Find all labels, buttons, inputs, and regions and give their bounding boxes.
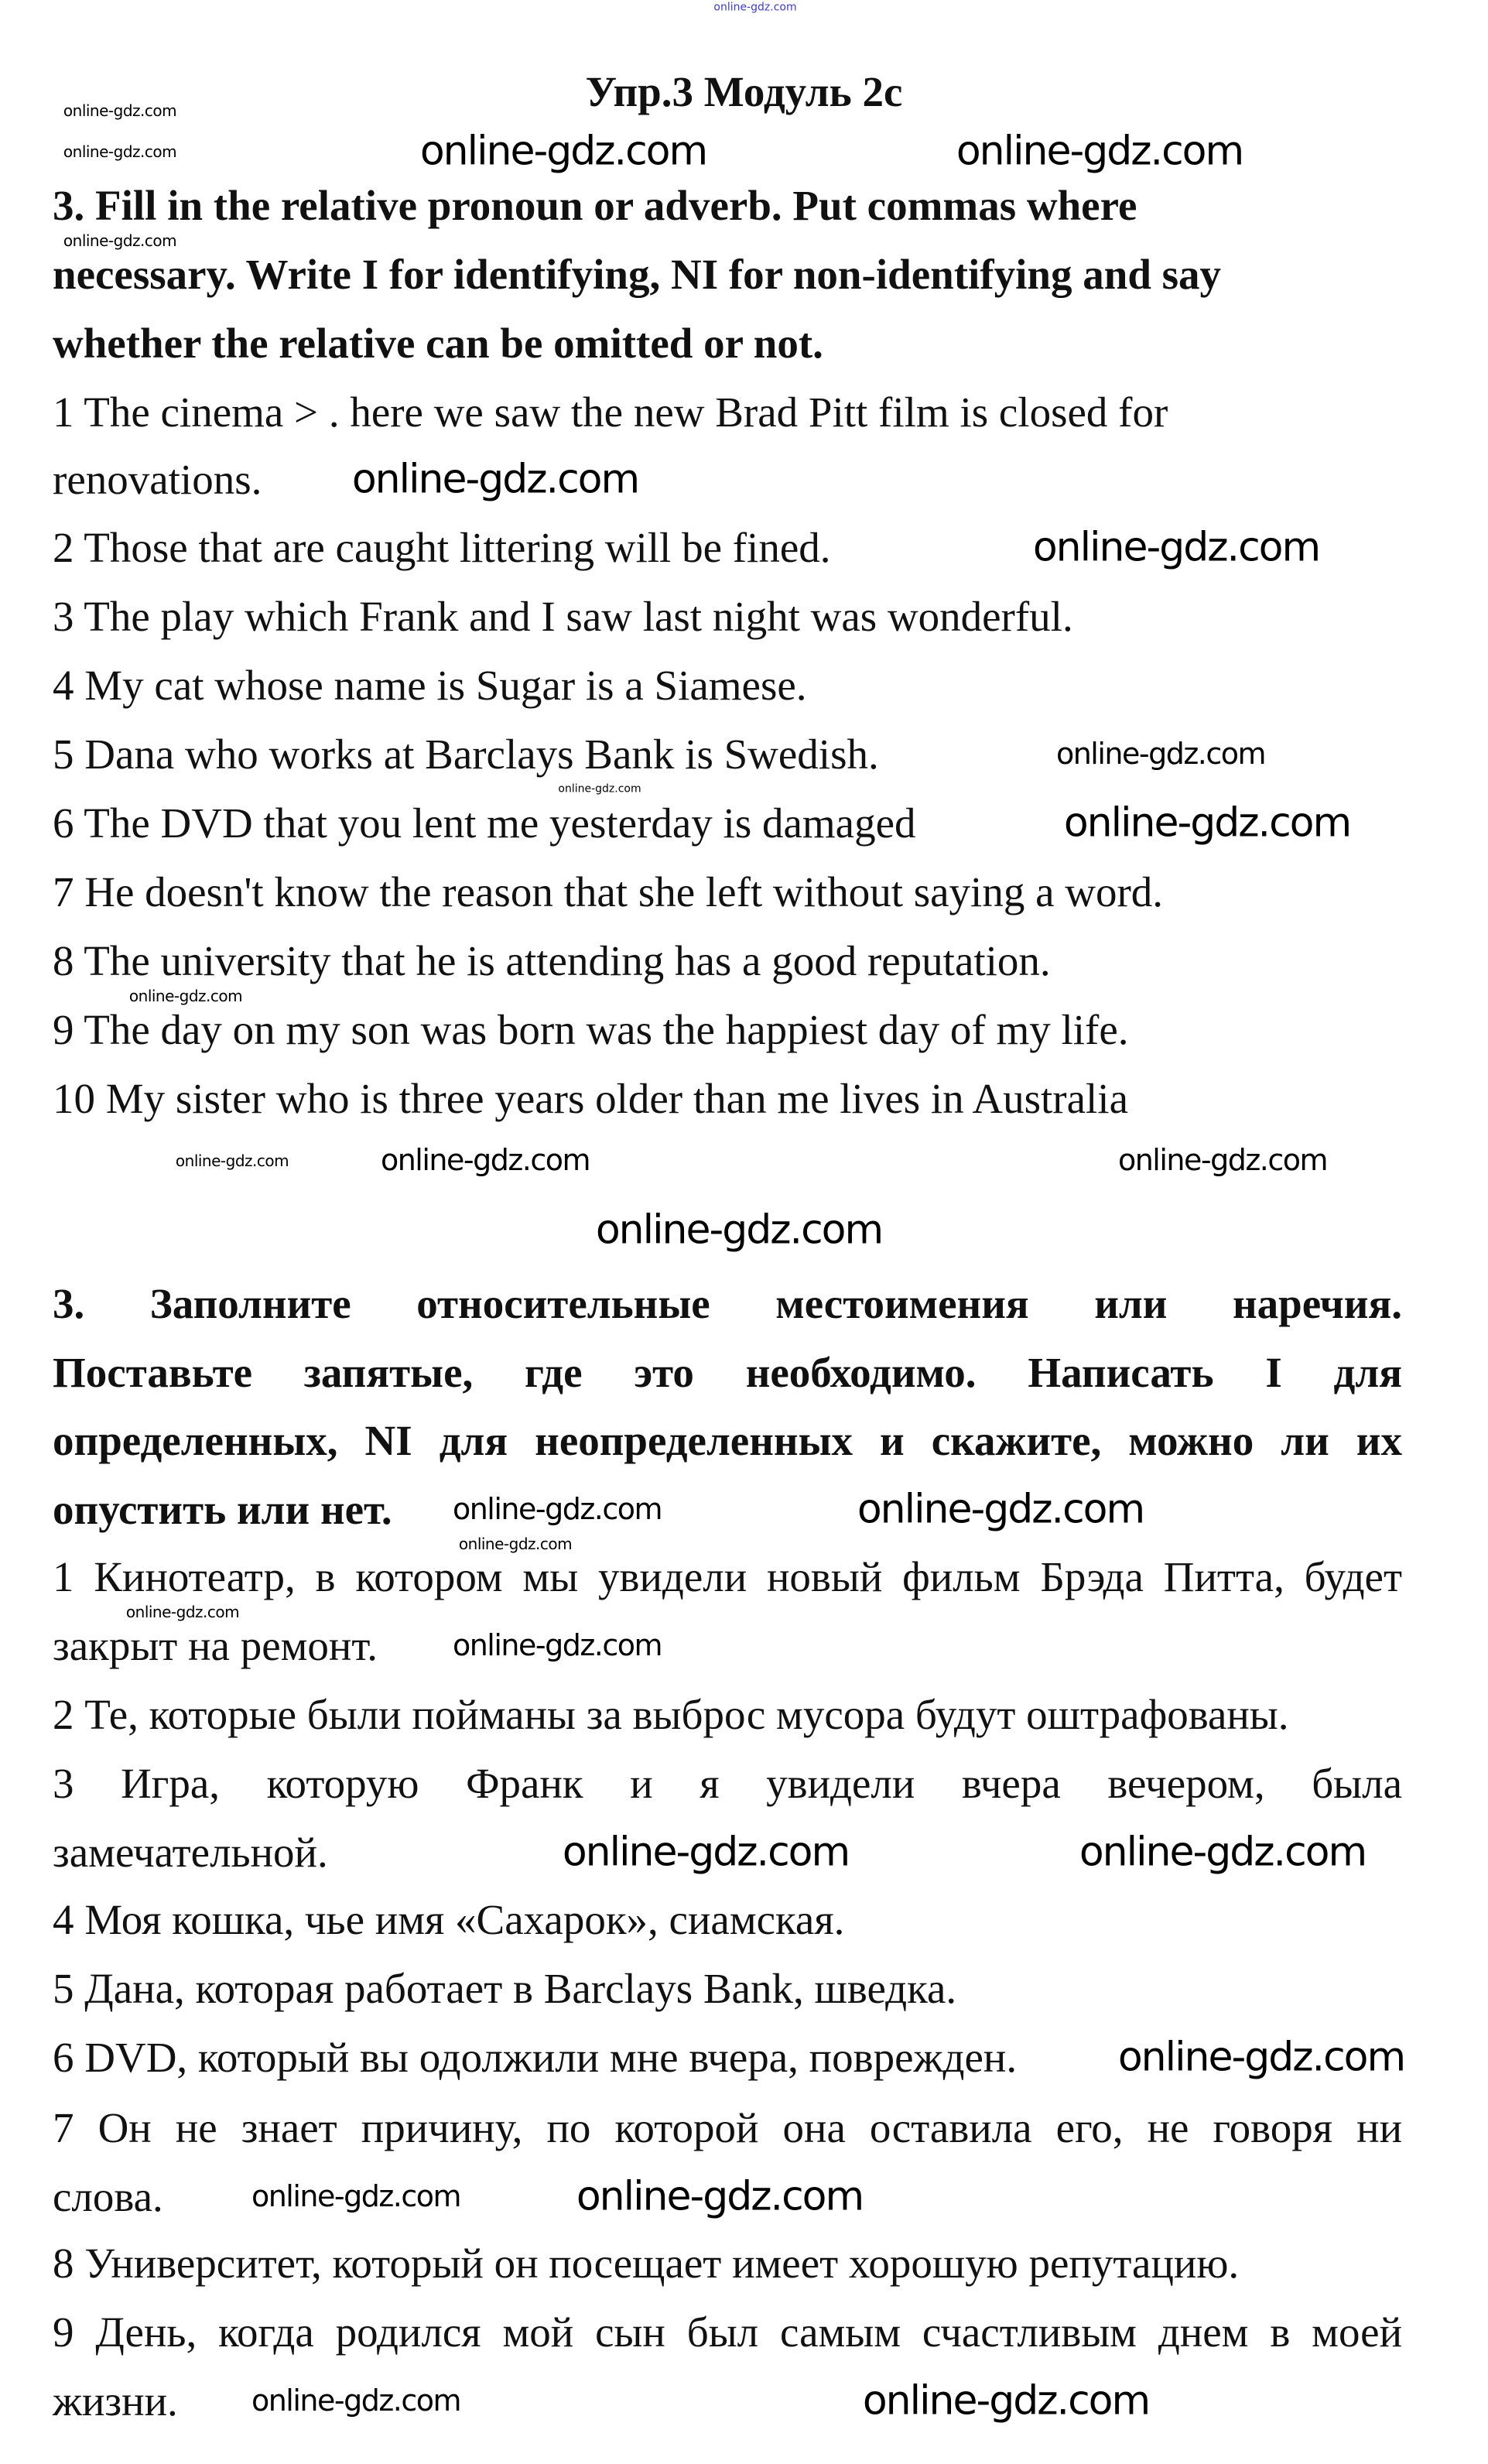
instruction-line: опустить или нет. [53, 1486, 392, 1533]
watermark: online-gdz.com [857, 1486, 1144, 1533]
exercise-line: 10 My sister who is three years older than me lives in Australia [53, 1075, 1128, 1122]
exercise-line: 4 Моя кошка, чье имя «Сахарок», сиамская. [53, 1896, 845, 1943]
watermark: online-gdz.com [128, 987, 243, 1005]
watermark: online-gdz.com [713, 1, 797, 14]
watermark: online-gdz.com [63, 231, 177, 250]
watermark: online-gdz.com [452, 1628, 662, 1663]
watermark: online-gdz.com [1032, 524, 1320, 571]
watermark: online-gdz.com [351, 456, 639, 503]
watermark: online-gdz.com [63, 101, 177, 120]
exercise-line: 4 My cat whose name is Sugar is a Siamese. [53, 662, 807, 709]
instruction-line: 3. Fill in the relative pronoun or adverb. Put commas where [53, 182, 1137, 229]
exercise-line: 2 Те, которые были пойманы за выброс мусора будут оштрафованы. [53, 1691, 1289, 1738]
watermark: online-gdz.com [175, 1152, 289, 1170]
watermark: online-gdz.com [125, 1603, 240, 1621]
watermark: online-gdz.com [576, 2173, 864, 2220]
watermark: online-gdz.com [1079, 1829, 1367, 1876]
instruction-line: whether the relative can be omitted or not. [53, 320, 823, 367]
watermark: online-gdz.com [562, 1829, 850, 1876]
exercise-line: закрыт на ремонт. [53, 1622, 378, 1669]
exercise-line: 9 День, когда родился мой сын был самым счастливым днем в моей [53, 2308, 1402, 2356]
exercise-line: слова. [53, 2173, 163, 2220]
watermark: online-gdz.com [1117, 2034, 1405, 2081]
instruction-line: Поставьте запятые, где это необходимо. Написать I для [53, 1349, 1402, 1396]
exercise-line: 7 He doesn't know the reason that she left without saying a word. [53, 868, 1164, 915]
watermark: online-gdz.com [419, 128, 707, 175]
exercise-line: 6 DVD, который вы одолжили мне вчера, поврежден. [53, 2034, 1018, 2081]
exercise-line: 9 The day on my son was born was the happiest day of my life. [53, 1006, 1129, 1053]
exercise-line: замечательной. [53, 1829, 328, 1876]
page-title: Упр.3 Модуль 2с [585, 68, 903, 115]
exercise-line: 1 Кинотеатр, в котором мы увидели новый фильм Брэда Питта, будет [53, 1553, 1402, 1600]
exercise-line: 7 Он не знает причину, по которой она оставила его, не говоря ни [53, 2104, 1402, 2151]
watermark: online-gdz.com [862, 2377, 1150, 2425]
exercise-line: 8 Университет, который он посещает имеет хорошую репутацию. [53, 2240, 1240, 2287]
exercise-line: 3 Игра, которую Франк и я увидели вчера вечером, была [53, 1760, 1402, 1807]
exercise-line: renovations. [53, 456, 262, 503]
watermark: online-gdz.com [595, 1206, 883, 1254]
exercise-line: 6 The DVD that you lent me yesterday is damaged [53, 799, 916, 847]
instruction-line: 3. Заполните относительные местоимения или наречия. [53, 1280, 1402, 1327]
exercise-line: 1 The cinema > . here we saw the new Brad Pitt film is closed for [53, 388, 1168, 436]
exercise-line: 5 Дана, которая работает в Barclays Bank, шведка. [53, 1965, 957, 2012]
watermark: online-gdz.com [956, 128, 1243, 175]
exercise-line: жизни. [53, 2377, 178, 2425]
exercise-line: 8 The university that he is attending has a good reputation. [53, 937, 1051, 984]
watermark: online-gdz.com [452, 1492, 662, 1527]
watermark: online-gdz.com [558, 782, 641, 796]
exercise-line: 5 Dana who works at Barclays Bank is Swedish. [53, 731, 879, 778]
watermark: online-gdz.com [251, 2179, 461, 2214]
watermark: online-gdz.com [1117, 1143, 1328, 1178]
watermark: online-gdz.com [380, 1143, 590, 1178]
exercise-line: 2 Those that are caught littering will be fined. [53, 524, 831, 571]
watermark: online-gdz.com [63, 142, 177, 161]
instruction-line: necessary. Write I for identifying, NI for non-identifying and say [53, 251, 1222, 298]
watermark: online-gdz.com [1063, 799, 1351, 847]
exercise-line: 3 The play which Frank and I saw last night was wonderful. [53, 593, 1073, 640]
watermark: online-gdz.com [251, 2384, 461, 2418]
watermark: online-gdz.com [458, 1535, 573, 1553]
watermark: online-gdz.com [1055, 737, 1266, 772]
instruction-line: определенных, NI для неопределенных и скажите, можно ли их [53, 1417, 1402, 1464]
